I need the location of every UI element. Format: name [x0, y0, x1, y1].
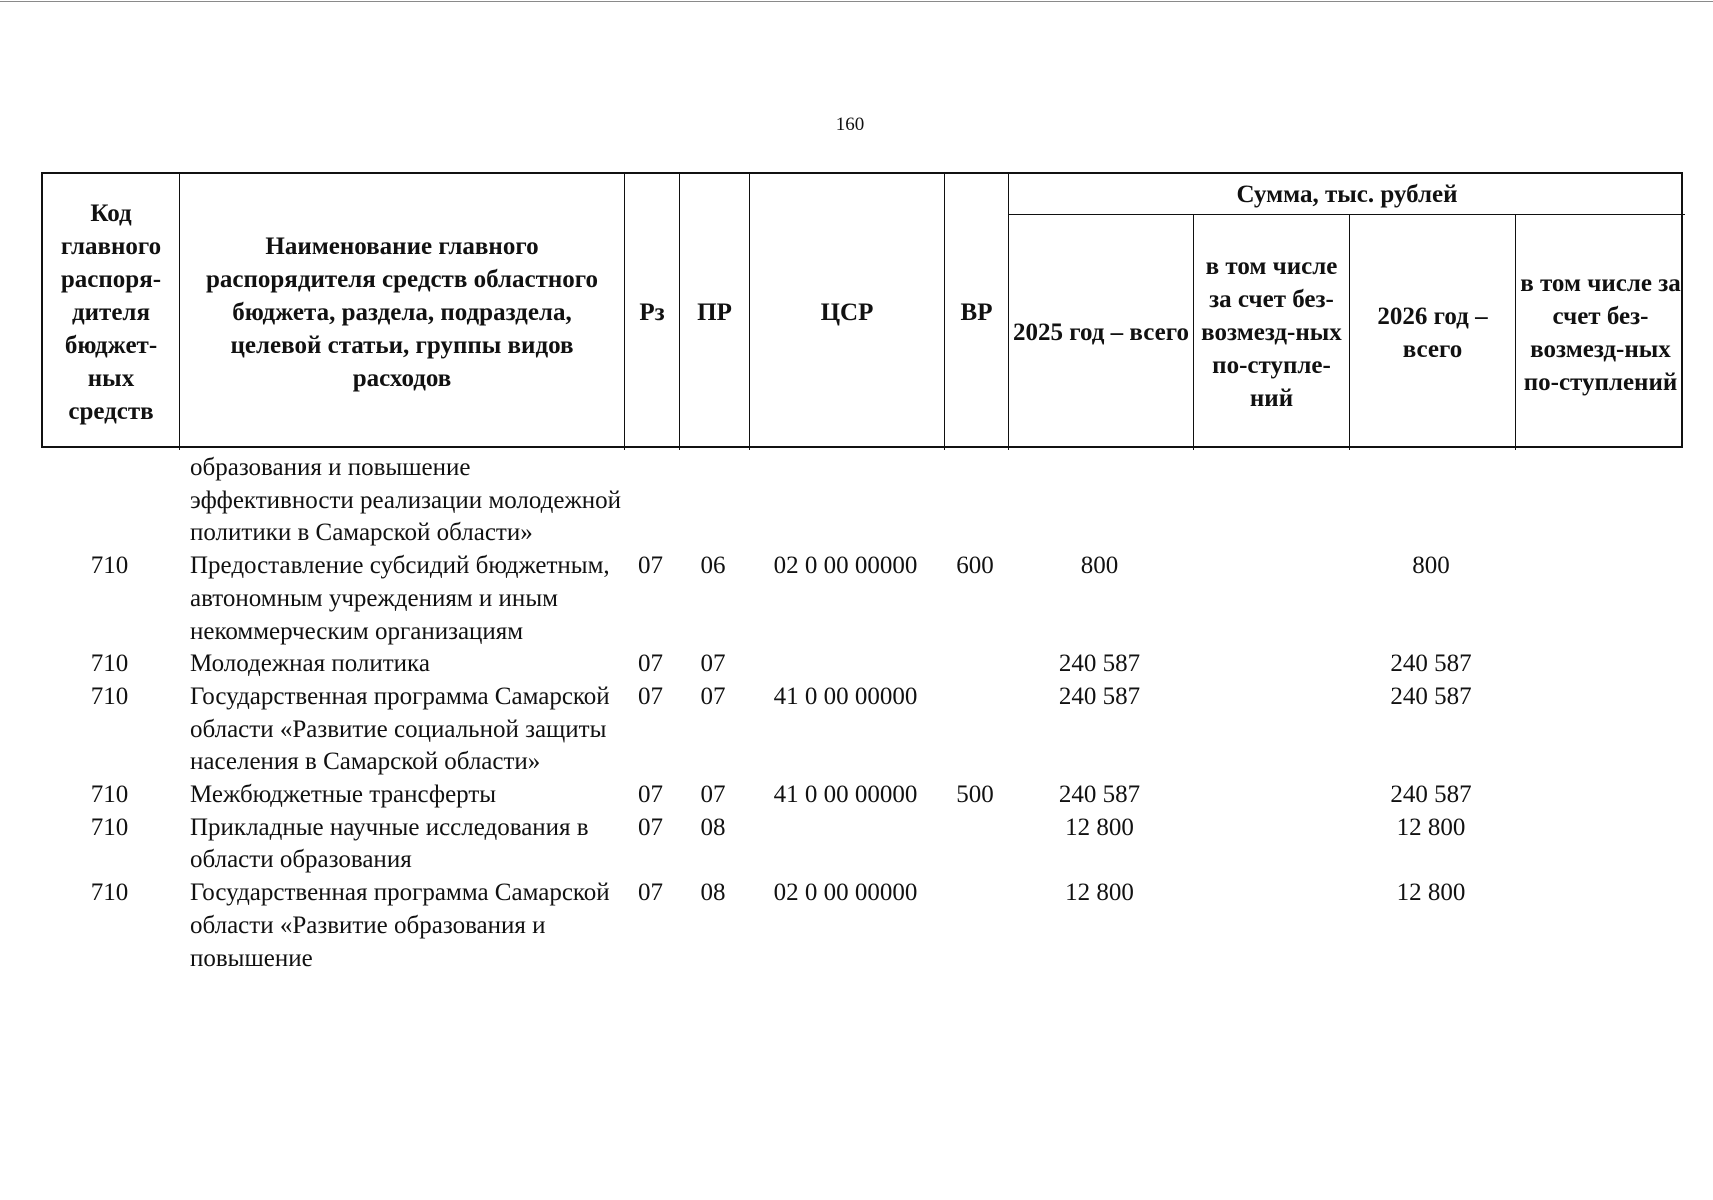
cell-vr: 600 — [956, 552, 994, 580]
cell-pr: 06 — [700, 552, 726, 580]
cell-rz: 07 — [638, 552, 663, 580]
cell-2025-total: 240 587 — [1058, 781, 1141, 809]
cell-vr — [943, 681, 1007, 779]
cell-rz: 07 — [638, 813, 663, 841]
cell-vr — [943, 877, 1007, 975]
cell-vr — [943, 648, 1007, 681]
cell-2026-gratuitous — [1514, 779, 1683, 812]
cell-2026-gratuitous — [1514, 550, 1683, 648]
cell-rz: 07 — [638, 879, 663, 907]
header-2025-total: 2025 год – всего — [1009, 214, 1194, 450]
header-pr: ПР — [680, 174, 750, 450]
header-rz: Рз — [625, 174, 680, 450]
cell-2025-total — [1007, 452, 1192, 550]
cell-name: Предоставление субсидий бюджетным, автономным учреждениям и иным некоммерческим организациям — [190, 552, 610, 645]
cell-code: 710 — [90, 781, 129, 809]
cell-name: Межбюджетные трансферты — [190, 781, 497, 809]
cell-name: Государственная программа Самарской области «Развитие образования и повышение — [190, 879, 610, 972]
cell-rz: 07 — [638, 650, 663, 678]
cell-2026-total: 12 800 — [1396, 879, 1466, 907]
cell-name: Государственная программа Самарской области «Развитие социальной защиты населения в Самарской области» — [190, 682, 610, 776]
cell-name: образования и повышение эффективности реализации молодежной политики в Самарской области» — [190, 454, 622, 547]
cell-2025-gratuitous — [1192, 681, 1348, 779]
cell-2026-total: 240 587 — [1390, 781, 1472, 809]
cell-vr — [943, 812, 1007, 877]
cell-code: 710 — [90, 682, 129, 710]
cell-2026-total: 240 587 — [1390, 682, 1472, 710]
header-2026-total: 2026 год – всего — [1350, 214, 1516, 450]
cell-2026-total — [1348, 452, 1514, 550]
cell-csr — [748, 452, 943, 550]
cell-pr: 07 — [700, 682, 726, 710]
cell-vr — [943, 452, 1007, 550]
cell-code: 710 — [90, 879, 129, 907]
header-name: Наименование главного распорядителя средств областного бюджета, раздела, подраздела, целевой статьи, группы видов расходов — [180, 174, 625, 450]
header-csr: ЦСР — [750, 174, 945, 450]
cell-pr — [678, 452, 748, 550]
cell-2025-total: 240 587 — [1058, 650, 1141, 678]
cell-code: 710 — [90, 813, 129, 841]
scan-top-edge — [0, 1, 1713, 2]
cell-2025-gratuitous — [1192, 648, 1348, 681]
cell-2026-total: 12 800 — [1396, 813, 1466, 841]
cell-2026-gratuitous — [1514, 877, 1683, 975]
cell-2026-gratuitous — [1514, 452, 1683, 550]
header-2025-gratuitous: в том числе за счет без-возмезд-ных по-ступле-ний — [1194, 214, 1350, 450]
cell-csr: 02 0 00 00000 — [773, 879, 918, 907]
cell-2025-gratuitous — [1192, 779, 1348, 812]
cell-rz: 07 — [638, 781, 663, 809]
cell-2026-gratuitous — [1514, 648, 1683, 681]
cell-code — [41, 452, 178, 550]
header-vr: ВР — [945, 174, 1009, 450]
cell-vr: 500 — [956, 781, 994, 809]
cell-pr: 08 — [700, 813, 726, 841]
cell-pr: 07 — [700, 781, 726, 809]
cell-2026-gratuitous — [1514, 681, 1683, 779]
header-2026-gratuitous: в том числе за счет без-возмезд-ных по-ступлений — [1516, 214, 1685, 450]
cell-csr — [748, 648, 943, 681]
cell-2026-gratuitous — [1514, 812, 1683, 877]
cell-2026-total: 800 — [1412, 552, 1450, 580]
cell-csr: 41 0 00 00000 — [773, 682, 918, 710]
cell-code: 710 — [90, 552, 129, 580]
cell-csr: 41 0 00 00000 — [773, 781, 918, 809]
cell-rz: 07 — [638, 682, 663, 710]
cell-2025-gratuitous — [1192, 812, 1348, 877]
header-sum-group: Сумма, тыс. рублей — [1236, 180, 1458, 208]
cell-name: Прикладные научные исследования в области образования — [190, 813, 589, 874]
cell-2025-total: 240 587 — [1058, 682, 1141, 710]
header-code: Код главного распоря-дителя бюджет-ных средств — [43, 174, 180, 450]
cell-name: Молодежная политика — [190, 650, 430, 678]
cell-pr: 08 — [700, 879, 726, 907]
page-number: 160 — [835, 114, 865, 135]
cell-rz — [623, 452, 678, 550]
table-header — [41, 172, 1683, 448]
cell-2026-total: 240 587 — [1390, 650, 1472, 678]
cell-2025-total: 800 — [1080, 552, 1119, 580]
cell-code: 710 — [90, 650, 129, 678]
cell-csr — [748, 812, 943, 877]
cell-2025-gratuitous — [1192, 877, 1348, 975]
cell-2025-total: 12 800 — [1065, 813, 1134, 841]
cell-2025-gratuitous — [1192, 452, 1348, 550]
cell-2025-gratuitous — [1192, 550, 1348, 648]
table-body — [41, 452, 1683, 975]
cell-2025-total: 12 800 — [1065, 879, 1134, 907]
cell-pr: 07 — [700, 650, 726, 678]
cell-csr: 02 0 00 00000 — [773, 552, 918, 580]
